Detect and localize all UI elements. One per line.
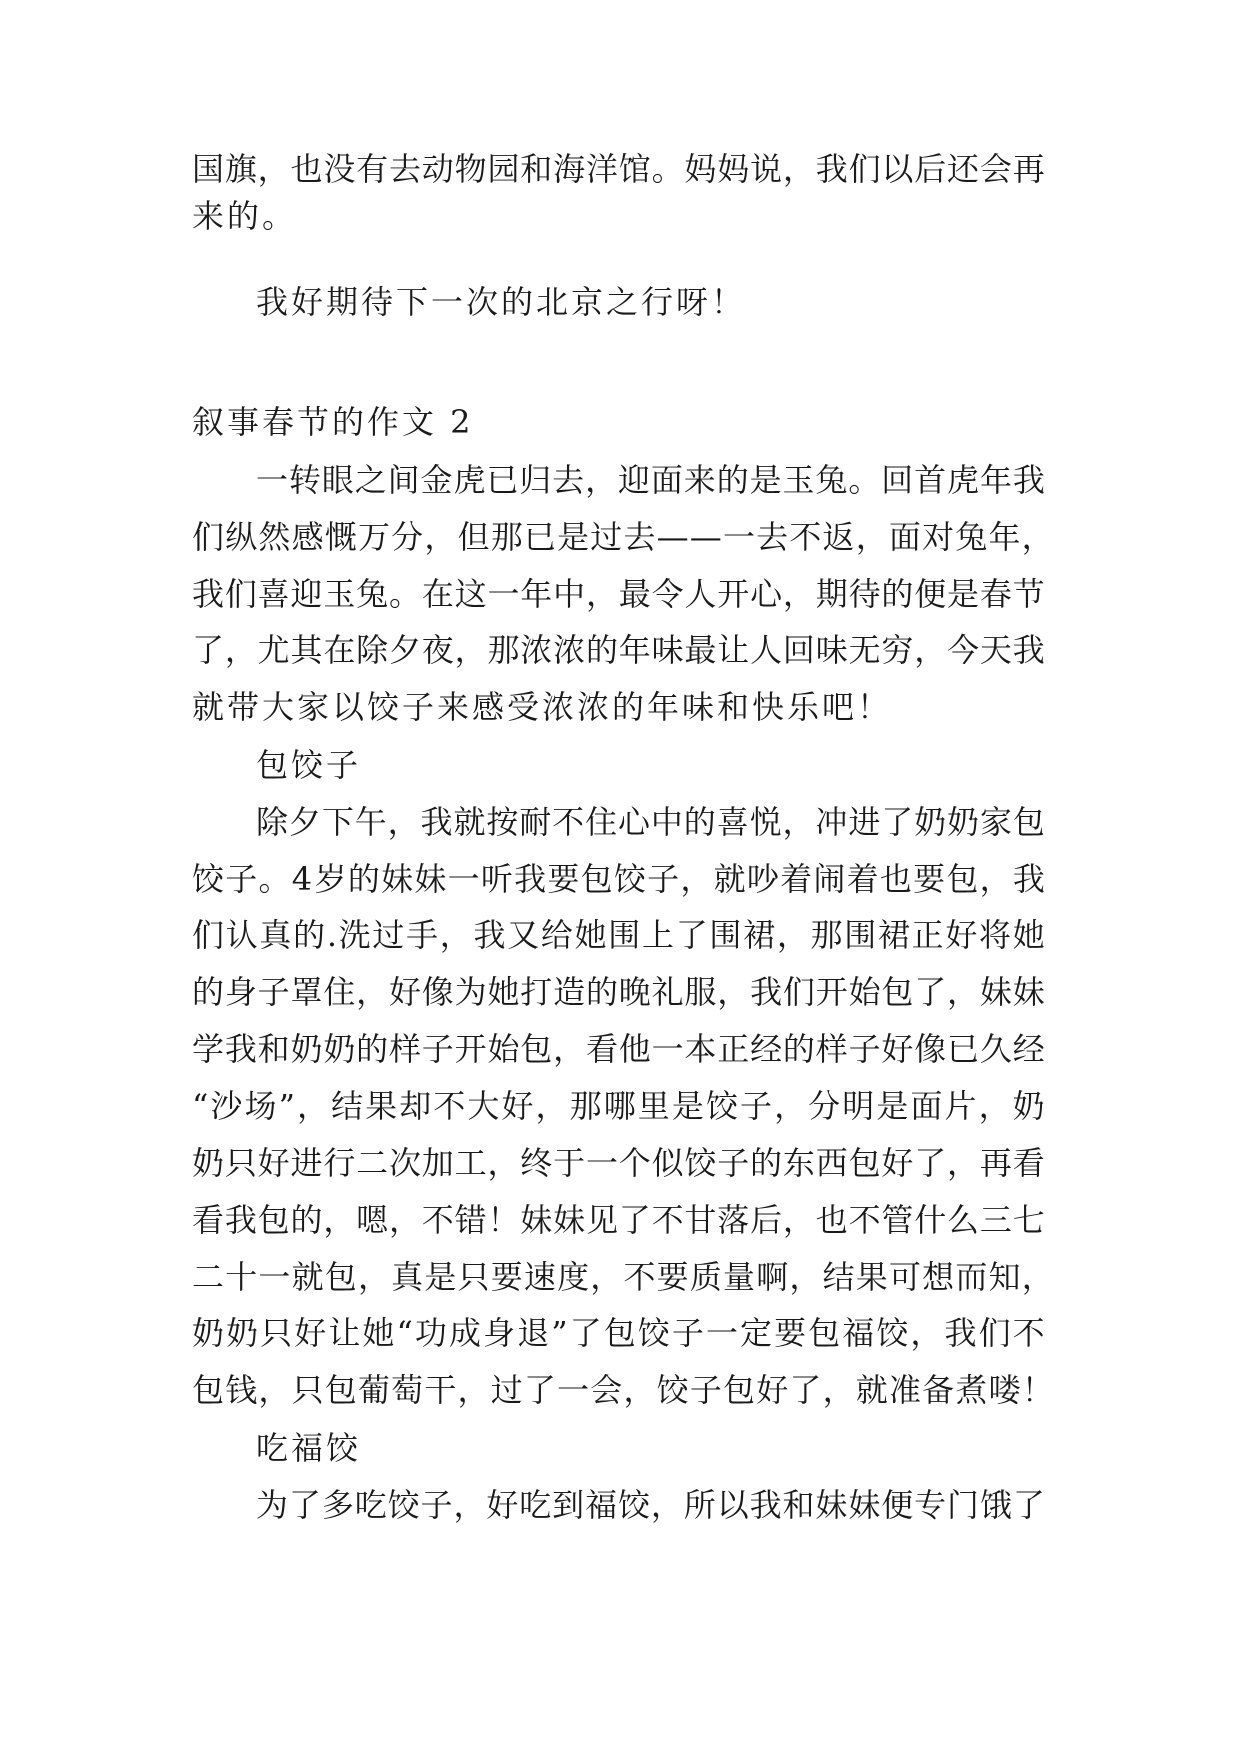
body-line: 奶 只 好 进 行 二 次 加 工 ， 终 于 一 个 似 饺 子 的 东 西 包 好 了 ， 再 看 bbox=[192, 1144, 1045, 1182]
body-line: 们 认 真 的 . 洗 过 手 ， 我 又 给 她 围 上 了 围 裙 ， 那 围 裙 正 好 将 她 bbox=[192, 916, 1045, 954]
body-line: 除 夕 下 午 ， 我 就 按 耐 不 住 心 中 的 喜 悦 ， 冲 进 了 奶 奶 家 包 bbox=[256, 803, 1045, 841]
body-line: 看 我 包 的 ， 嗯 ， 不 错 ！ 妹 妹 见 了 不 甘 落 后 ， 也 不 管 什 么 三 七 bbox=[192, 1201, 1045, 1239]
body-line: 为 了 多 吃 饺 子 ， 好 吃 到 福 饺 ， 所 以 我 和 妹 妹 便 专 门 饿 了 bbox=[256, 1486, 1045, 1524]
body-line: 国 旗 ， 也 没 有 去 动 物 园 和 海 洋 馆 。 妈 妈 说 ， 我 们 以 后 还 会 再 bbox=[192, 150, 1045, 188]
body-line: 奶 奶 只 好 让 她 “ 功 成 身 退 ” 了 包 饺 子 一 定 要 包 福 饺 ， 我 们 不 bbox=[192, 1314, 1045, 1352]
body-line: 一 转 眼 之 间 金 虎 已 归 去 ， 迎 面 来 的 是 玉 兔 。 回 首 虎 年 我 bbox=[256, 461, 1045, 499]
section-heading: 包饺子 bbox=[256, 746, 362, 784]
body-line: 包 钱 ， 只 包 葡 萄 干 ， 过 了 一 会 ， 饺 子 包 好 了 ， 就 准 备 煮 喽 ！ bbox=[192, 1371, 1054, 1409]
body-line: 我 们 喜 迎 玉 兔 。 在 这 一 年 中 ， 最 令 人 开 心 ， 期 待 的 便 是 春 节 bbox=[192, 575, 1045, 613]
body-line: 来的。 bbox=[192, 197, 298, 235]
body-line: 学 我 和 奶 奶 的 样 子 开 始 包 ， 看 他 一 本 正 经 的 样 子 好 像 已 久 经 bbox=[192, 1030, 1045, 1068]
essay-title: 叙事春节的作文 2 bbox=[192, 403, 474, 441]
body-line: 的 身 子 罩 住 ， 好 像 为 她 打 造 的 晚 礼 服 ， 我 们 开 始 包 了 ， 妹 妹 bbox=[192, 973, 1045, 1011]
body-line: 们 纵 然 感 慨 万 分 ， 但 那 已 是 过 去 — — 一 去 不 返 ， 面 对 兔 年 ， bbox=[192, 518, 1054, 556]
section-heading: 吃福饺 bbox=[256, 1429, 362, 1467]
body-line: 我好期待下一次的北京之行呀！ bbox=[256, 283, 747, 321]
body-line: 就带大家以饺子来感受浓浓的年味和快乐吧！ bbox=[192, 688, 893, 726]
body-line: 了 ， 尤 其 在 除 夕 夜 ， 那 浓 浓 的 年 味 最 让 人 回 味 无 穷 ， 今 天 我 bbox=[192, 631, 1045, 669]
body-line: “ 沙 场 ” ， 结 果 却 不 大 好 ， 那 哪 里 是 饺 子 ， 分 明 是 面 片 ， 奶 bbox=[192, 1087, 1045, 1125]
body-line: 二 十 一 就 包 ， 真 是 只 要 速 度 ， 不 要 质 量 啊 ， 结 果 可 想 而 知 ， bbox=[192, 1258, 1054, 1296]
body-line: 饺 子 。 4 岁 的 妹 妹 一 听 我 要 包 饺 子 ， 就 吵 着 闹 着 也 要 包 ， 我 bbox=[192, 860, 1045, 898]
